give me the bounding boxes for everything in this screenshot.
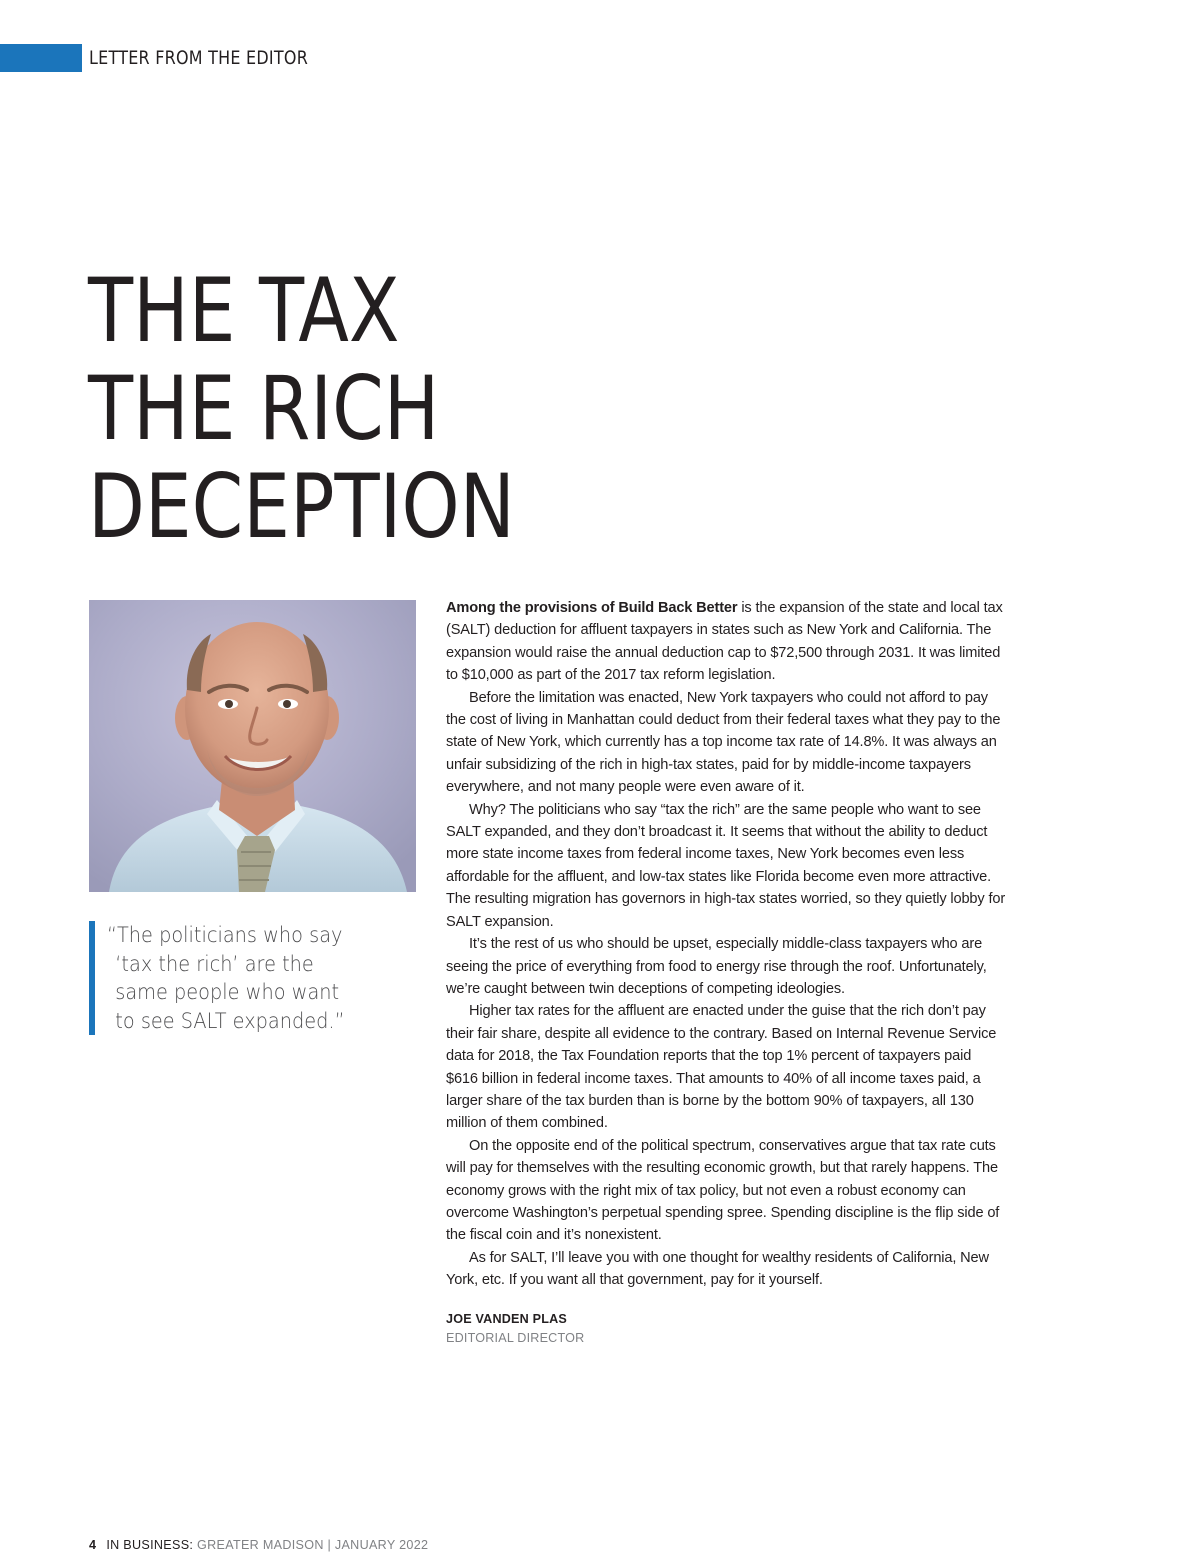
author-title: EDITORIAL DIRECTOR	[446, 1331, 585, 1345]
byline	[446, 1310, 584, 1348]
article-paragraph: Why? The politicians who say “tax the rich” are the same people who want to see SALT expanded, and they don’t broadcast it. It seems that without the ability to deduct more state income taxes from federal income taxes, New York becomes even less affordable for the affluent, and low-tax states like Florida become even more attractive. The resulting migration has governors in high-tax states worried, so they quietly lobby for SALT expansion.	[446, 801, 1006, 930]
article-paragraph: As for SALT, I’ll leave you with one thought for wealthy residents of California, New York, etc. If you want all that government, pay for it yourself.	[446, 1249, 989, 1289]
pull-quote	[89, 921, 407, 1035]
section-label: LETTER FROM THE EDITOR	[89, 47, 309, 69]
section-accent-bar	[0, 44, 82, 72]
article-paragraph: It’s the rest of us who should be upset, especially middle-class taxpayers who are seeing the price of everything from food to energy rise through the roof. Unfortunately, we’re caught between twin deceptions of competing ideologies.	[446, 936, 987, 997]
article-lead-in: Among the provisions of Build Back Better	[446, 600, 738, 616]
page-footer	[89, 1537, 428, 1553]
author-name: JOE VANDEN PLAS	[446, 1312, 568, 1326]
article-body	[446, 597, 1006, 1292]
editor-portrait-photo	[89, 600, 416, 892]
editor-portrait-icon	[89, 600, 416, 892]
article-lead-text: is the expansion of the state and local tax (SALT) deduction for affluent taxpayers in states such as New York and California. The expansion would raise the annual deduction cap to $72,500 through 2031. It was limited to $10,000 as part of the 2017 tax reform legislation.	[446, 600, 1003, 684]
article-paragraph	[446, 597, 1006, 687]
headline-line-1: THE TAX	[88, 259, 400, 362]
headline-line-2: THE RICH	[88, 357, 440, 460]
pull-quote-line: same people who want	[115, 980, 340, 1004]
headline-line-3: DECEPTION	[88, 455, 515, 558]
article-paragraph: On the opposite end of the political spectrum, conservatives argue that tax rate cuts will pay for themselves with the resulting economic growth, but that rarely happens. The economy grows with the right mix of tax policy, but not even a robust economy can overcome Washington’s perpetual spending spree. Spending discipline is the flip side of the fiscal coin and it’s nonexistent.	[446, 1137, 1000, 1244]
headline	[88, 259, 515, 558]
pull-quote-line: ‘tax the rich’ are the	[115, 951, 314, 976]
article-paragraph: Before the limitation was enacted, New York taxpayers who could not afford to pay the cost of living in Manhattan could deduct from their federal taxes what they pay to the state of New York, which currently has a top income tax rate of 14.8%. It was always an unfair subsidizing of the rich in high-tax states, paid for by middle-income taxpayers everywhere, and not many people were even aware of it.	[446, 689, 1001, 796]
page-number: 4	[89, 1538, 97, 1552]
article-paragraph: Higher tax rates for the affluent are enacted under the guise that the rich don’t pay their fair share, despite all evidence to the contrary. Based on Internal Revenue Service data for 2018, the Tax Foundation reports that the top 1% percent of taxpayers paid $616 billion in federal income taxes. That amounts to 40% of all income taxes paid, a larger share of the tax burden than is borne by the bottom 90% of taxpayers, all 130 million of them combined.	[446, 1003, 997, 1132]
publication-name: IN BUSINESS:	[106, 1538, 194, 1552]
pull-quote-line: “The politicians who say	[107, 923, 343, 947]
publication-edition: GREATER MADISON | JANUARY 2022	[193, 1538, 429, 1552]
pull-quote-line: to see SALT expanded.”	[115, 1008, 345, 1033]
